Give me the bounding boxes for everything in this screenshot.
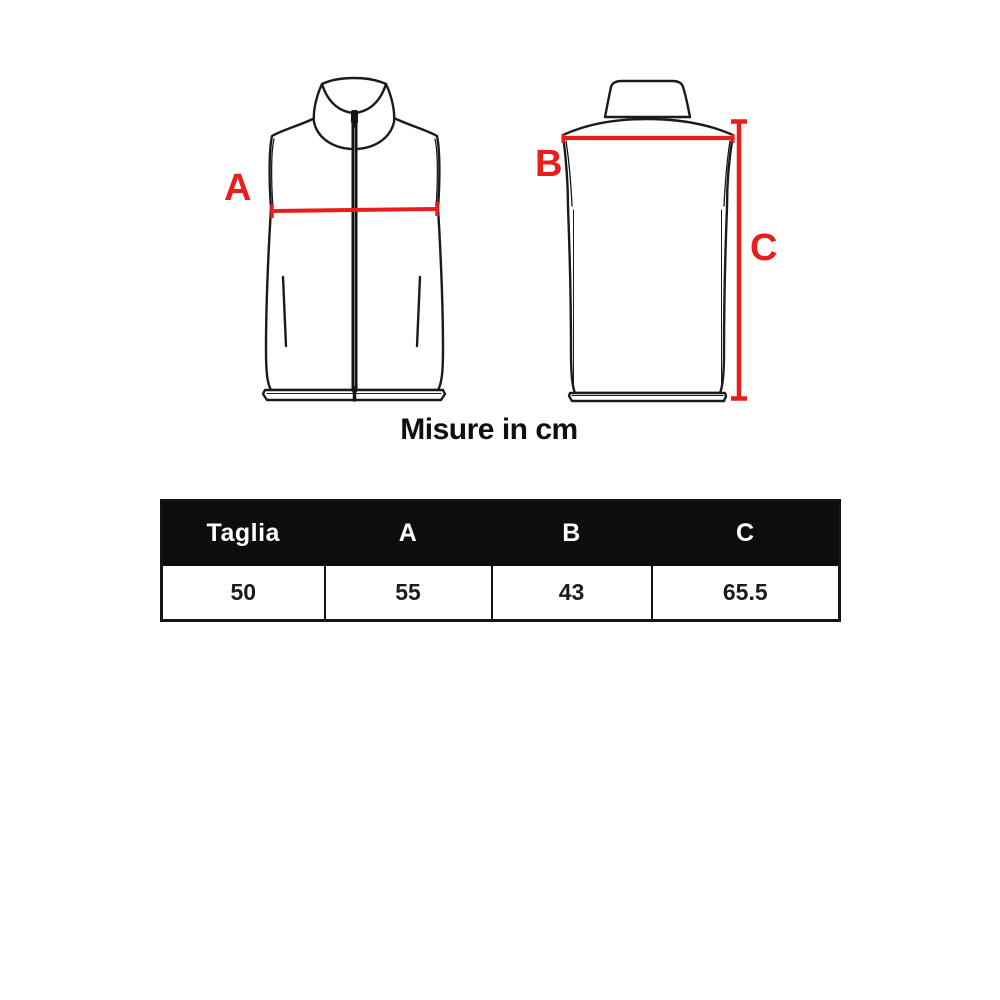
table-header-c: C [652,501,840,566]
dimension-label-b: B [535,143,563,185]
diagram-title: Misure in cm [400,413,578,446]
vest-back-view [563,81,733,401]
table-cell-a: 55 [325,565,492,621]
measurements-table [160,499,841,622]
table-cell-taglia: 50 [162,565,325,621]
table-header-a: A [325,501,492,566]
vest-back-body [563,119,733,393]
table-header-taglia: Taglia [162,501,325,566]
dimension-line-c [731,122,747,400]
table-header-row [162,501,840,566]
table-cell-c: 65.5 [652,565,840,621]
table-cell-b: 43 [492,565,652,621]
dimension-label-c: C [750,227,778,269]
vest-front-view [263,78,445,400]
table-row [162,565,840,621]
vest-front-zipper [351,110,358,400]
dimension-label-a: A [224,167,252,209]
vest-back-collar [605,81,690,117]
zipper-pull-icon [351,110,358,124]
vest-diagram-svg [0,0,1000,470]
vest-back-hem [569,393,726,401]
table-header-b: B [492,501,652,566]
